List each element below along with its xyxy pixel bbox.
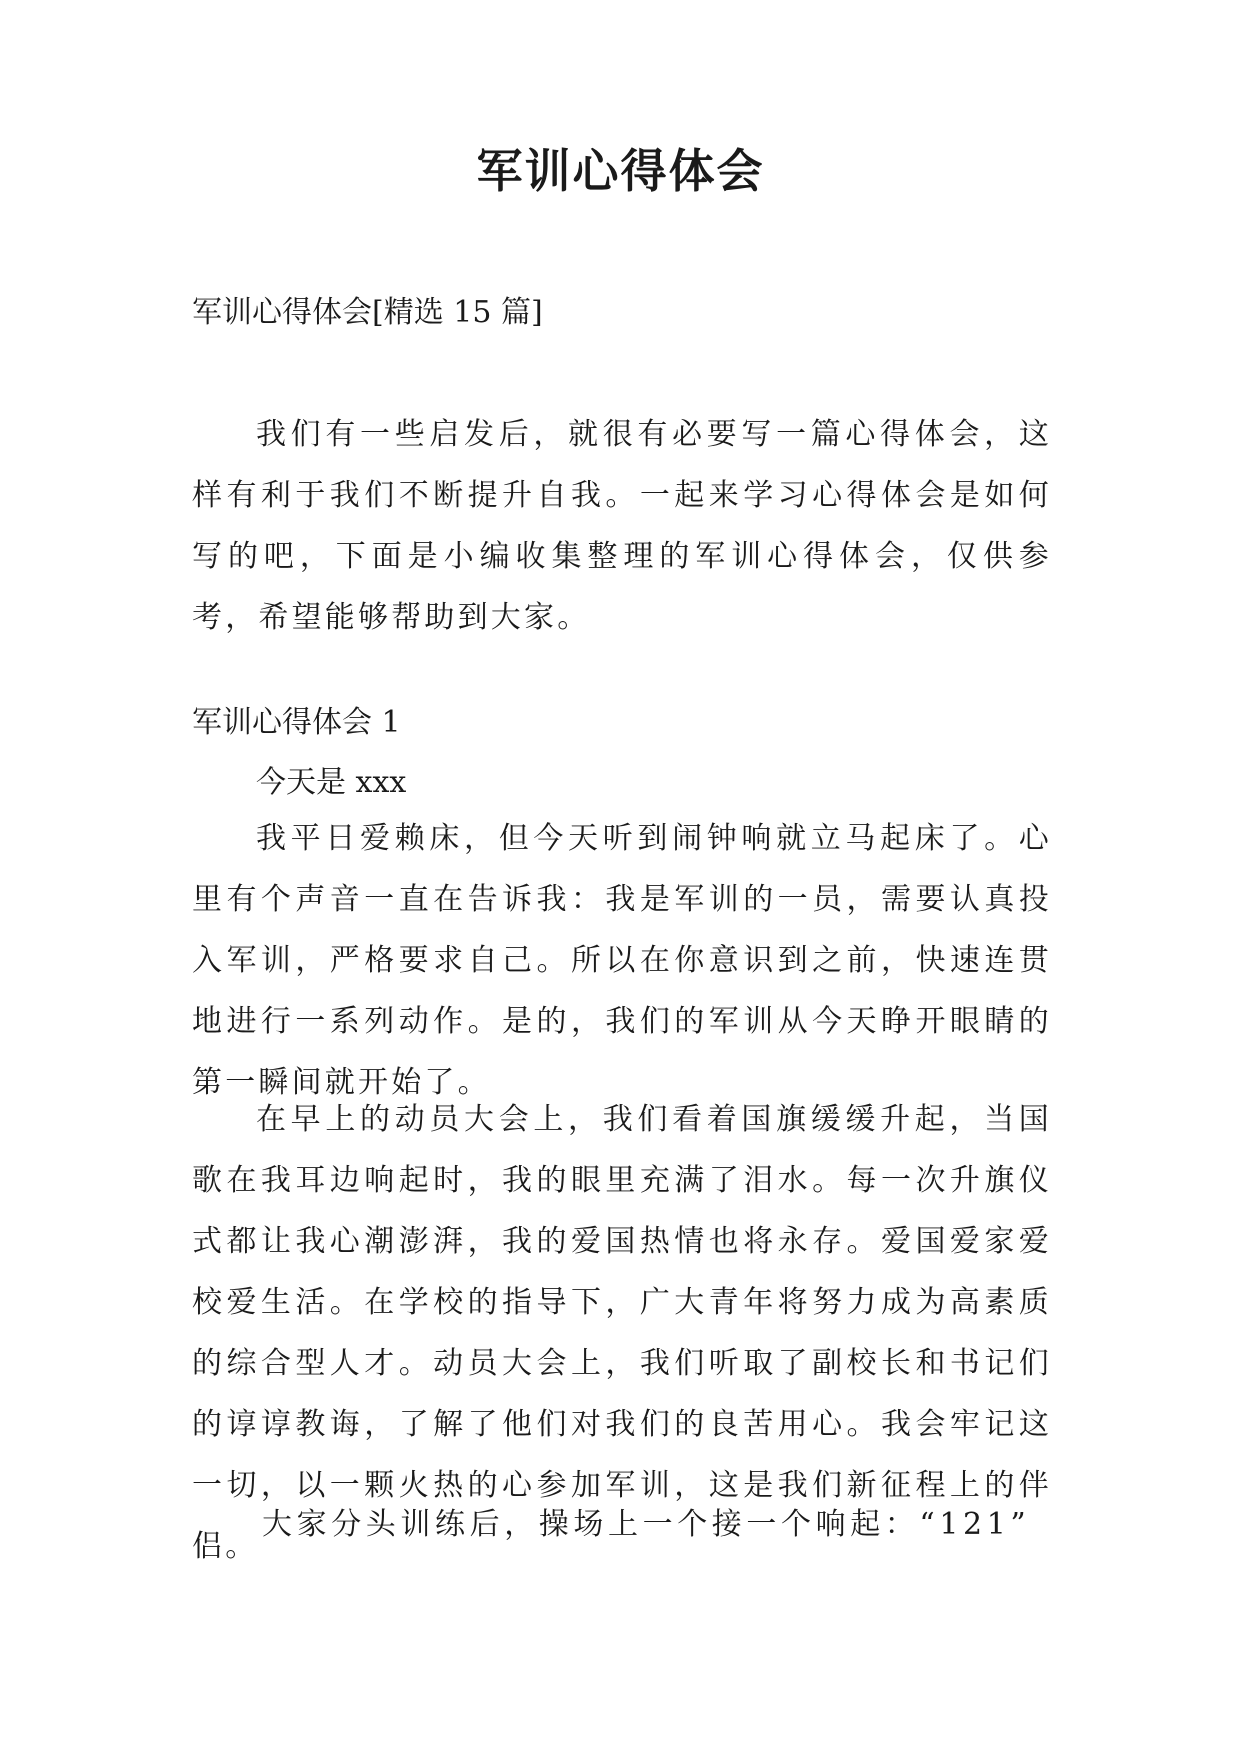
document-title: 军训心得体会 [476, 144, 765, 198]
intro-paragraph: 我们有一些启发后，就很有必要写一篇心得体会，这样有利于我们不断提升自我。一起来学习心得体会是如何写的吧，下面是小编收集整理的军训心得体会，仅供参考，希望能够帮助到大家。 [192, 417, 1052, 635]
document-subtitle: 军训心得体会[精选 15 篇] [192, 295, 543, 330]
body-paragraph: 在早上的动员大会上，我们看着国旗缓缓升起，当国歌在我耳边响起时，我的眼里充满了泪水。每一次升旗仪式都让我心潮澎湃，我的爱国热情也将永存。爱国爱家爱校爱生活。在学校的指导下，广大青年将努力成为高素质的综合型人才。动员大会上，我们听取了副校长和书记们的谆谆教诲，了解了他们对我们的良苦用心。我会牢记这一切，以一颗火热的心参加军训，这是我们新征程上的伴侣。 [192, 1102, 1052, 1564]
body-paragraph: 大家分头训练后，操场上一个接一个响起：“121” [262, 1507, 1031, 1542]
body-paragraph: 我平日爱赖床，但今天听到闹钟响就立马起床了。心里有个声音一直在告诉我：我是军训的一员，需要认真投入军训，严格要求自己。所以在你意识到之前，快速连贯地进行一系列动作。是的，我们的军训从今天睁开眼睛的第一瞬间就开始了。 [192, 821, 1052, 1100]
date-line: 今天是 xxx [256, 765, 407, 800]
section-heading: 军训心得体会 1 [192, 705, 401, 740]
